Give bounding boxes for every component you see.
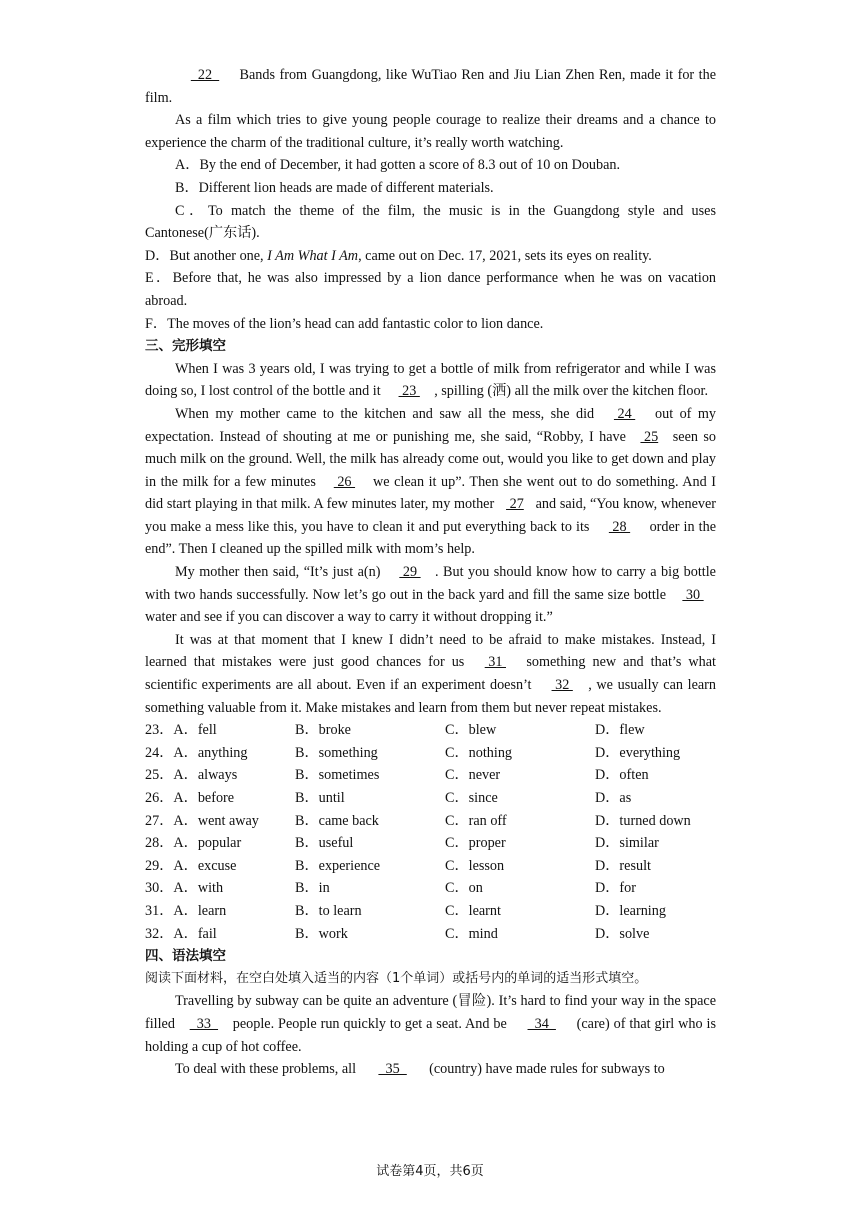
choice-b[interactable]: B．sometimes bbox=[295, 767, 380, 784]
choice-c[interactable]: C．learnt bbox=[445, 902, 501, 919]
blank-27[interactable]: 27 bbox=[506, 496, 524, 513]
choice-b[interactable]: B．something bbox=[295, 744, 378, 761]
option-c: C．To match the theme of the film, the music is in the Guangdong style and uses Cantonese(广东话). bbox=[145, 202, 716, 242]
choice-b[interactable]: B．useful bbox=[295, 835, 354, 852]
choice-d[interactable]: D．often bbox=[595, 767, 649, 784]
choice-a[interactable]: A．learn bbox=[173, 902, 227, 919]
choice-a[interactable]: A．fell bbox=[173, 722, 217, 739]
choice-d[interactable]: D．for bbox=[595, 880, 636, 897]
option-f: F．The moves of the lion’s head can add fantastic color to lion dance. bbox=[145, 315, 544, 332]
question-number: 32． bbox=[145, 925, 174, 942]
choice-b[interactable]: B．in bbox=[295, 880, 330, 897]
question-number: 30． bbox=[145, 880, 174, 897]
choice-c[interactable]: C．on bbox=[445, 880, 483, 897]
choice-b[interactable]: B．work bbox=[295, 925, 348, 942]
blank-29[interactable]: 29 bbox=[399, 564, 421, 581]
blank-35[interactable]: 35 bbox=[378, 1061, 407, 1078]
blank-30[interactable]: 30 bbox=[682, 586, 704, 603]
choice-d[interactable]: D．learning bbox=[595, 902, 666, 919]
cloze-paragraph-4: It was at that moment that I knew I didn’t need to be afraid to make mistakes. Instead, I learned that mistakes were just good chances for us 31 something new and that’s what scientific experiments are all about. Even if an experiment doesn’t 32 , we usually can learn something valuable from it. Make mistakes and learn from them but never repeat mistakes. bbox=[145, 631, 716, 716]
choice-a[interactable]: A．fail bbox=[173, 925, 217, 942]
exam-page bbox=[145, 64, 716, 1081]
question-row bbox=[145, 719, 716, 742]
choice-c[interactable]: C．proper bbox=[445, 835, 506, 852]
question-row bbox=[145, 810, 716, 833]
question-row bbox=[145, 877, 716, 900]
question-row bbox=[145, 787, 716, 810]
section-heading-cloze: 三、完形填空 bbox=[145, 338, 226, 355]
choice-c[interactable]: C．blew bbox=[445, 722, 497, 739]
grammar-instruction: 阅读下面材料，在空白处填入适当的内容（1个单词）或括号内的单词的适当形式填空。 bbox=[145, 970, 648, 986]
choice-b[interactable]: B．came back bbox=[295, 812, 379, 829]
choice-c[interactable]: C．nothing bbox=[445, 744, 513, 761]
choice-d[interactable]: D．result bbox=[595, 857, 651, 874]
choice-a[interactable]: A．excuse bbox=[173, 857, 237, 874]
option-e: E．Before that, he was also impressed by a lion dance performance when he was on vacation abroad. bbox=[145, 270, 717, 309]
choice-a[interactable]: A．always bbox=[173, 767, 238, 784]
cloze-paragraph-1: When I was 3 years old, I was trying to get a bottle of milk from refrigerator and while I was doing so, I lost control of the bottle and it 23 , spilling (洒) all the milk over the kitchen floor. bbox=[145, 358, 716, 403]
choice-d[interactable]: D．as bbox=[595, 790, 632, 806]
sentence-22: 22 Bands from Guangdong, like WuTiao Ren and Jiu Lian Zhen Ren, made it for the film. bbox=[145, 64, 716, 109]
choice-b[interactable]: B．until bbox=[295, 790, 345, 806]
section-heading-grammar: 四、语法填空 bbox=[145, 948, 226, 965]
blank-32[interactable]: 32 bbox=[551, 677, 573, 694]
blank-34[interactable]: 34 bbox=[527, 1015, 556, 1032]
grammar-paragraph-1: Travelling by subway can be quite an adventure (冒险). It’s hard to find your way in the space filled 33 people. People run quickly to get a seat. And be 34 (care) of that girl who is holding a cup of hot coffee. bbox=[145, 993, 716, 1055]
choice-c[interactable]: C．lesson bbox=[445, 857, 505, 874]
choice-a[interactable]: A．popular bbox=[173, 835, 242, 852]
choice-c[interactable]: C．mind bbox=[445, 925, 498, 942]
question-number: 28． bbox=[145, 835, 174, 852]
blank-28[interactable]: 28 bbox=[608, 518, 631, 535]
choice-d[interactable]: D．solve bbox=[595, 925, 650, 942]
question-row bbox=[145, 900, 716, 923]
question-number: 29． bbox=[145, 857, 174, 874]
choice-d[interactable]: D．turned down bbox=[595, 812, 691, 829]
choice-a[interactable]: A．anything bbox=[173, 744, 248, 761]
option-d: D．But another one, I Am What I Am, came out on Dec. 17, 2021, sets its eyes on reality. bbox=[145, 247, 652, 264]
choice-d[interactable]: D．similar bbox=[595, 835, 659, 852]
choice-a[interactable]: A．went away bbox=[173, 812, 259, 829]
cloze-paragraph-2: When my mother came to the kitchen and saw all the mess, she did 24 out of my expectation. Instead of shouting at me or punishing me, she said, “Robby, I have 25 seen so much milk on the ground. Well, the milk has already come out, would you like to get down and play in the milk for a few minutes 26 we clean it up”. Then she went out to do something. And I did start playing in that milk. A few minutes later, my mother 27 and said, “You know, whenever you make a mess like this, you have to clean it and put everything back to its 28 order in the end”. Then I cleaned up the spilled milk with mom’s help. bbox=[145, 403, 716, 561]
cloze-paragraph-3: My mother then said, “It’s just a(n) 29 . But you should know how to carry a big bottle with two hands successfully. Now let’s go out in the back yard and fill the same size bottle 30 water and see if you can discover a way to carry it without dropping it.” bbox=[145, 561, 716, 629]
question-number: 24． bbox=[145, 744, 174, 761]
blank-24[interactable]: 24 bbox=[613, 405, 636, 422]
blank-22[interactable]: 22 bbox=[190, 67, 220, 83]
choice-c[interactable]: C．since bbox=[445, 790, 498, 806]
choice-a[interactable]: A．with bbox=[173, 880, 224, 897]
choice-a[interactable]: A．before bbox=[173, 790, 235, 806]
page-footer: 试卷第4页，共6页 bbox=[376, 1164, 484, 1179]
choice-d[interactable]: D．everything bbox=[595, 744, 681, 761]
question-number: 26． bbox=[145, 790, 174, 806]
question-number: 25． bbox=[145, 767, 174, 784]
blank-33[interactable]: 33 bbox=[189, 1015, 219, 1032]
choice-b[interactable]: B．broke bbox=[295, 722, 351, 739]
question-row bbox=[145, 923, 716, 946]
choice-d[interactable]: D．flew bbox=[595, 722, 645, 739]
question-row bbox=[145, 855, 716, 878]
question-number: 31． bbox=[145, 902, 174, 919]
choice-b[interactable]: B．to learn bbox=[295, 902, 362, 919]
closing-paragraph: As a film which tries to give young people courage to realize their dreams and a chance to experience the charm of the traditional culture, it’s really worth watching. bbox=[145, 112, 716, 151]
choice-c[interactable]: C．ran off bbox=[445, 812, 507, 829]
choice-b[interactable]: B．experience bbox=[295, 857, 381, 874]
question-number: 23． bbox=[145, 722, 174, 739]
blank-31[interactable]: 31 bbox=[484, 654, 506, 671]
question-row bbox=[145, 742, 716, 765]
question-row bbox=[145, 764, 716, 787]
choice-c[interactable]: C．never bbox=[445, 767, 501, 784]
question-row bbox=[145, 832, 716, 855]
cloze-options-table bbox=[145, 719, 716, 945]
blank-25[interactable]: 25 bbox=[640, 428, 659, 445]
blank-23[interactable]: 23 bbox=[398, 383, 420, 400]
blank-26[interactable]: 26 bbox=[333, 473, 356, 490]
question-number: 27． bbox=[145, 812, 174, 829]
option-b: B．Different lion heads are made of different materials. bbox=[175, 179, 494, 196]
grammar-paragraph-2: To deal with these problems, all 35 (country) have made rules for subways to bbox=[145, 1058, 716, 1081]
option-a: A．By the end of December, it had gotten a score of 8.3 out of 10 on Douban. bbox=[175, 157, 621, 174]
